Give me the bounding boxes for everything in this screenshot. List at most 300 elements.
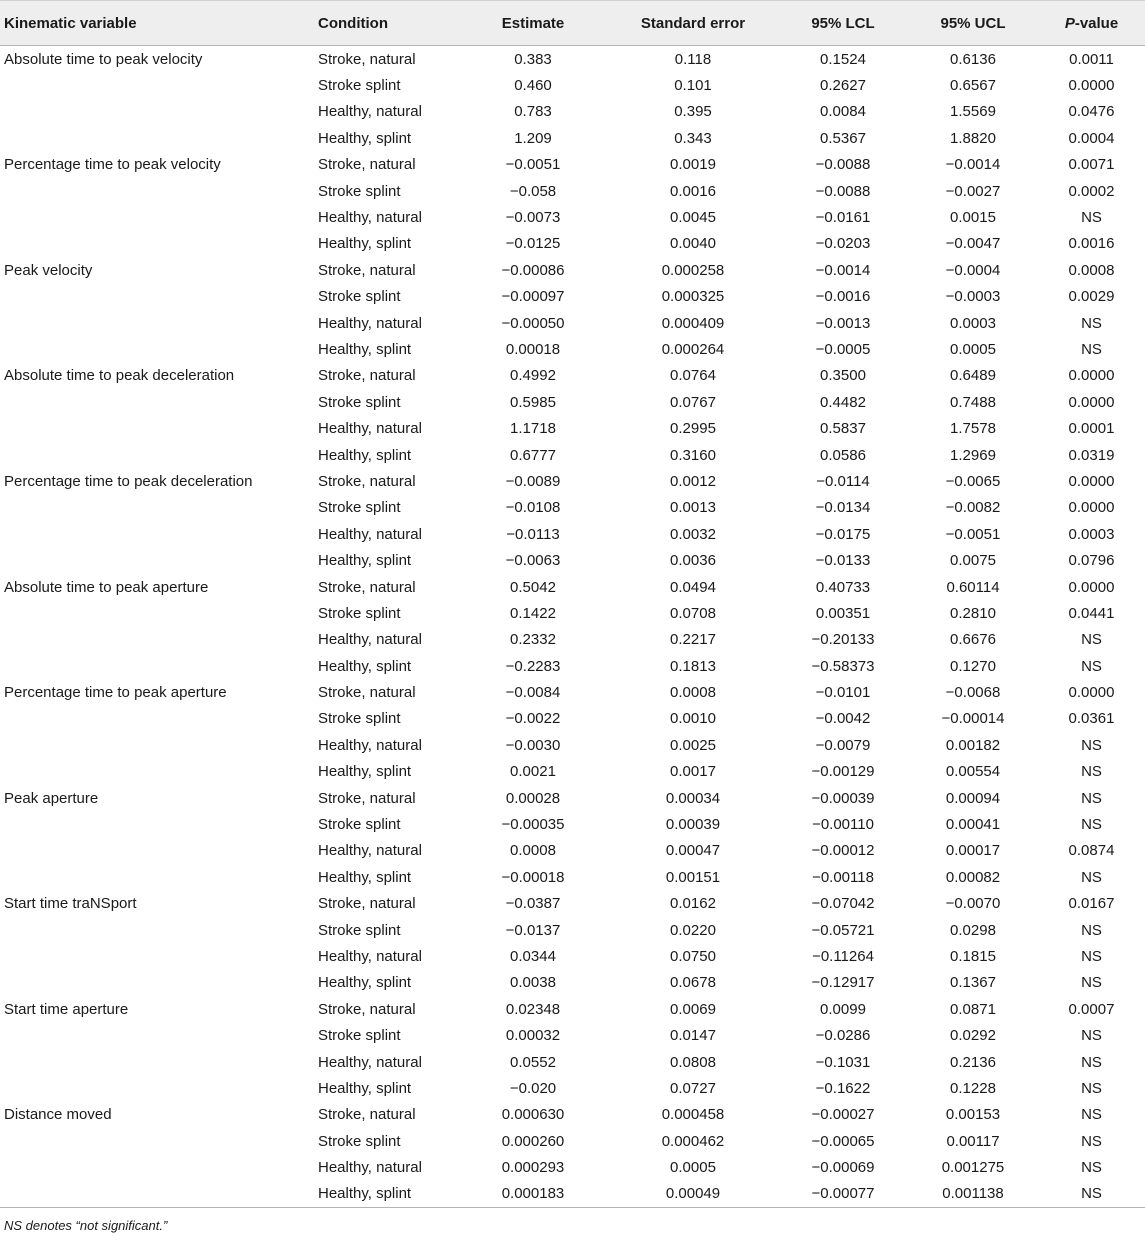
standard-error-cell: 0.0045 xyxy=(670,209,716,227)
kinematic-variable-cell xyxy=(0,72,318,98)
lcl-cell: −0.12917 xyxy=(811,974,875,992)
estimate-cell: −0.058 xyxy=(509,182,557,200)
p-value-cell: NS xyxy=(1081,1053,1102,1071)
kinematic-variable-cell: Absolute time to peak aperture xyxy=(4,578,209,596)
lcl-cell: −0.00039 xyxy=(811,789,875,807)
standard-error-cell: 0.00151 xyxy=(665,868,721,886)
estimate-cell: 0.5985 xyxy=(510,393,556,411)
kinematic-variable-cell: Distance moved xyxy=(4,1106,112,1124)
condition-cell: Healthy, splint xyxy=(318,1181,458,1208)
standard-error-cell: 0.000458 xyxy=(661,1106,725,1124)
lcl-cell: 0.5837 xyxy=(820,420,866,438)
table-row xyxy=(0,732,1145,758)
ucl-cell: 0.00153 xyxy=(945,1106,1001,1124)
ucl-cell: 0.2810 xyxy=(950,604,996,622)
lcl-cell: −0.0134 xyxy=(815,499,871,517)
standard-error-cell: 0.0767 xyxy=(670,393,716,411)
kinematic-variable-cell xyxy=(0,1128,318,1154)
table-row xyxy=(0,284,1145,310)
ucl-cell: −0.0014 xyxy=(945,156,1001,174)
estimate-cell: −0.0073 xyxy=(505,209,561,227)
table-row xyxy=(0,1181,1145,1208)
kinematic-variable-cell: Percentage time to peak aperture xyxy=(4,684,227,702)
header-p-value xyxy=(1038,1,1145,46)
condition-cell: Stroke, natural xyxy=(318,1106,416,1124)
p-value-cell: 0.0000 xyxy=(1068,367,1115,385)
ucl-cell: 0.6136 xyxy=(950,50,996,68)
kinematic-variable-cell xyxy=(0,495,318,521)
kinematic-variable-cell xyxy=(0,706,318,732)
header-p-value-suffix: -value xyxy=(1074,14,1119,32)
kinematic-variable-cell xyxy=(0,284,318,310)
table-row xyxy=(0,521,1145,547)
table-row xyxy=(0,811,1145,837)
estimate-cell: −0.0387 xyxy=(505,895,561,913)
kinematic-variable-cell xyxy=(0,178,318,204)
lcl-cell: −0.00069 xyxy=(811,1159,875,1177)
p-value-cell: NS xyxy=(1081,340,1102,358)
lcl-cell: −0.0016 xyxy=(815,288,871,306)
kinematic-variable-cell xyxy=(0,415,318,441)
kinematic-variable-cell: Percentage time to peak deceleration xyxy=(4,472,253,490)
kinematic-variable-cell xyxy=(0,1181,318,1208)
lcl-cell: 0.00351 xyxy=(815,604,871,622)
condition-cell: Stroke, natural xyxy=(318,261,416,279)
ucl-cell: 0.00041 xyxy=(945,816,1001,834)
lcl-cell: −0.00027 xyxy=(811,1106,875,1124)
table-row xyxy=(0,653,1145,679)
header-p-value-italic: P xyxy=(1064,14,1075,32)
estimate-cell: 0.0021 xyxy=(510,763,556,781)
lcl-cell: −0.0088 xyxy=(815,182,871,200)
condition-cell: Stroke, natural xyxy=(318,367,416,385)
table-row xyxy=(0,1128,1145,1154)
standard-error-cell: 0.0727 xyxy=(670,1079,716,1097)
table-row xyxy=(0,125,1145,151)
lcl-cell: −0.0005 xyxy=(815,340,871,358)
ucl-cell: 1.7578 xyxy=(950,420,996,438)
estimate-cell: −0.0089 xyxy=(505,472,561,490)
p-value-cell: 0.0007 xyxy=(1068,1000,1115,1018)
header-standard-error: Standard error xyxy=(608,1,778,46)
kinematic-variable-cell: Percentage time to peak velocity xyxy=(4,156,221,174)
condition-cell: Healthy, natural xyxy=(318,736,422,754)
lcl-cell: −0.0175 xyxy=(815,525,871,543)
kinematic-variable-cell xyxy=(0,336,318,362)
ucl-cell: 0.0075 xyxy=(950,552,996,570)
table-row xyxy=(0,363,1145,389)
table-row xyxy=(0,46,1145,73)
p-value-cell: NS xyxy=(1081,816,1102,834)
lcl-cell: −0.00012 xyxy=(811,842,875,860)
condition-cell: Stroke splint xyxy=(318,77,401,95)
p-value-cell: 0.0004 xyxy=(1068,129,1115,147)
standard-error-cell: 0.00034 xyxy=(665,789,721,807)
kinematic-variable-cell xyxy=(0,310,318,336)
table-row xyxy=(0,1102,1145,1128)
p-value-cell: NS xyxy=(1081,789,1102,807)
ucl-cell: 1.8820 xyxy=(950,129,996,147)
table-row xyxy=(0,891,1145,917)
estimate-cell: 0.783 xyxy=(514,103,552,121)
estimate-cell: 0.00032 xyxy=(505,1027,561,1045)
ucl-cell: 0.0003 xyxy=(950,314,996,332)
estimate-cell: 0.2332 xyxy=(510,631,556,649)
ucl-cell: 0.0005 xyxy=(950,340,996,358)
lcl-cell: −0.0042 xyxy=(815,710,871,728)
p-value-cell: 0.0001 xyxy=(1068,420,1115,438)
condition-cell: Stroke splint xyxy=(318,182,401,200)
condition-cell: Stroke splint xyxy=(318,921,401,939)
lcl-cell: 0.40733 xyxy=(815,578,871,596)
ucl-cell: 0.0292 xyxy=(950,1027,996,1045)
table-row xyxy=(0,442,1145,468)
p-value-cell: 0.0000 xyxy=(1068,472,1115,490)
condition-cell: Stroke splint xyxy=(318,816,401,834)
kinematic-variable-cell xyxy=(0,864,318,890)
standard-error-cell: 0.00039 xyxy=(665,816,721,834)
p-value-cell: NS xyxy=(1081,657,1102,675)
standard-error-cell: 0.0008 xyxy=(670,684,716,702)
estimate-cell: 0.0038 xyxy=(510,974,556,992)
ucl-cell: −0.0082 xyxy=(945,499,1001,517)
p-value-cell: 0.0874 xyxy=(1068,842,1115,860)
standard-error-cell: 0.0012 xyxy=(670,472,716,490)
estimate-cell: 0.0344 xyxy=(510,947,556,965)
standard-error-cell: 0.000264 xyxy=(661,340,725,358)
ucl-cell: 1.2969 xyxy=(950,446,996,464)
condition-cell: Stroke, natural xyxy=(318,684,416,702)
table-row xyxy=(0,336,1145,362)
estimate-cell: 1.1718 xyxy=(510,420,556,438)
estimate-cell: 0.4992 xyxy=(510,367,556,385)
ucl-cell: −0.0051 xyxy=(945,525,1001,543)
kinematic-variable-cell: Start time traNSport xyxy=(4,895,137,913)
standard-error-cell: 0.00047 xyxy=(665,842,721,860)
condition-cell: Healthy, splint xyxy=(318,129,412,147)
p-value-cell: 0.0008 xyxy=(1068,261,1115,279)
kinematic-variable-cell xyxy=(0,759,318,785)
header-kinematic-variable: Kinematic variable xyxy=(0,1,318,46)
table-row xyxy=(0,600,1145,626)
standard-error-cell: 0.1813 xyxy=(670,657,716,675)
header-condition: Condition xyxy=(318,1,458,46)
table-row xyxy=(0,231,1145,257)
table-row xyxy=(0,759,1145,785)
kinematic-variable-cell xyxy=(0,204,318,230)
condition-cell: Stroke, natural xyxy=(318,895,416,913)
lcl-cell: −0.00129 xyxy=(811,763,875,781)
estimate-cell: 0.460 xyxy=(514,77,552,95)
kinematic-variable-cell xyxy=(0,600,318,626)
standard-error-cell: 0.0069 xyxy=(670,1000,716,1018)
condition-cell: Stroke splint xyxy=(318,288,401,306)
standard-error-cell: 0.0005 xyxy=(670,1159,716,1177)
ucl-cell: 0.7488 xyxy=(950,393,996,411)
p-value-cell: 0.0000 xyxy=(1068,393,1115,411)
kinematic-variable-cell xyxy=(0,653,318,679)
lcl-cell: −0.0203 xyxy=(815,235,871,253)
lcl-cell: −0.58373 xyxy=(811,657,875,675)
kinematic-variable-cell xyxy=(0,1075,318,1101)
estimate-cell: 0.00028 xyxy=(505,789,561,807)
standard-error-cell: 0.0017 xyxy=(670,763,716,781)
condition-cell: Healthy, natural xyxy=(318,1053,422,1071)
p-value-cell: 0.0003 xyxy=(1068,525,1115,543)
table-row xyxy=(0,178,1145,204)
estimate-cell: −0.00086 xyxy=(501,261,565,279)
p-value-cell: 0.0029 xyxy=(1068,288,1115,306)
p-value-cell: NS xyxy=(1081,974,1102,992)
table-row xyxy=(0,495,1145,521)
condition-cell: Healthy, splint xyxy=(318,657,412,675)
ucl-cell: 0.6489 xyxy=(950,367,996,385)
table-row xyxy=(0,1049,1145,1075)
p-value-cell: NS xyxy=(1081,921,1102,939)
lcl-cell: −0.1622 xyxy=(815,1079,871,1097)
ucl-cell: 0.00082 xyxy=(945,868,1001,886)
table-row xyxy=(0,996,1145,1022)
standard-error-cell: 0.0013 xyxy=(670,499,716,517)
table-row xyxy=(0,1022,1145,1048)
ucl-cell: 0.1367 xyxy=(950,974,996,992)
condition-cell: Healthy, natural xyxy=(318,103,422,121)
ucl-cell: 1.5569 xyxy=(950,103,996,121)
table-row xyxy=(0,970,1145,996)
condition-cell: Healthy, splint xyxy=(318,235,412,253)
p-value-cell: NS xyxy=(1081,736,1102,754)
p-value-cell: 0.0002 xyxy=(1068,182,1115,200)
lcl-cell: −0.0133 xyxy=(815,552,871,570)
table-header xyxy=(0,1,1145,46)
estimate-cell: 0.6777 xyxy=(510,446,556,464)
header-row xyxy=(0,1,1145,46)
table-body xyxy=(0,46,1145,1208)
condition-cell: Healthy, splint xyxy=(318,340,412,358)
standard-error-cell: 0.0494 xyxy=(670,578,716,596)
ucl-cell: 0.00117 xyxy=(946,1132,1000,1150)
kinematic-variable-cell: Absolute time to peak deceleration xyxy=(4,367,235,385)
condition-cell: Healthy, natural xyxy=(318,631,422,649)
lcl-cell: −0.0088 xyxy=(815,156,871,174)
table-row xyxy=(0,679,1145,705)
standard-error-cell: 0.0025 xyxy=(670,736,716,754)
condition-cell: Healthy, natural xyxy=(318,947,422,965)
lcl-cell: −0.0013 xyxy=(815,314,871,332)
standard-error-cell: 0.0016 xyxy=(670,182,716,200)
condition-cell: Healthy, splint xyxy=(318,763,412,781)
condition-cell: Healthy, splint xyxy=(318,1079,412,1097)
p-value-cell: NS xyxy=(1081,209,1102,227)
estimate-cell: −0.00035 xyxy=(501,816,565,834)
lcl-cell: −0.0114 xyxy=(816,472,870,490)
condition-cell: Healthy, natural xyxy=(318,525,422,543)
table-row xyxy=(0,310,1145,336)
lcl-cell: −0.00110 xyxy=(812,816,874,834)
lcl-cell: −0.00065 xyxy=(811,1132,875,1150)
ucl-cell: −0.00014 xyxy=(941,710,1005,728)
standard-error-cell: 0.000258 xyxy=(661,261,725,279)
lcl-cell: 0.4482 xyxy=(820,393,866,411)
p-value-cell: 0.0016 xyxy=(1068,235,1115,253)
table-row xyxy=(0,574,1145,600)
condition-cell: Stroke splint xyxy=(318,499,401,517)
kinematic-variable-cell xyxy=(0,1022,318,1048)
lcl-cell: 0.0084 xyxy=(820,103,866,121)
table-row xyxy=(0,415,1145,441)
p-value-cell: NS xyxy=(1038,1181,1145,1208)
ucl-cell: 0.6567 xyxy=(950,77,996,95)
ucl-cell: 0.6676 xyxy=(950,631,996,649)
ucl-cell: 0.0298 xyxy=(950,921,996,939)
estimate-cell: −0.0084 xyxy=(505,684,561,702)
estimate-cell: 0.000630 xyxy=(501,1106,565,1124)
estimate-cell: −0.0022 xyxy=(505,710,561,728)
estimate-cell: −0.0113 xyxy=(506,525,560,543)
estimate-cell: 0.02348 xyxy=(505,1000,561,1018)
lcl-cell: 0.1524 xyxy=(820,50,866,68)
p-value-cell: 0.0319 xyxy=(1068,446,1115,464)
condition-cell: Stroke splint xyxy=(318,710,401,728)
condition-cell: Stroke splint xyxy=(318,1027,401,1045)
p-value-cell: 0.0071 xyxy=(1068,156,1115,174)
standard-error-cell: 0.0162 xyxy=(670,895,716,913)
header-lcl: 95% LCL xyxy=(778,1,908,46)
p-value-cell: 0.0011 xyxy=(1069,50,1114,68)
table-row xyxy=(0,204,1145,230)
lcl-cell: 0.2627 xyxy=(820,77,866,95)
lcl-cell: −0.05721 xyxy=(811,921,875,939)
p-value-cell: 0.0000 xyxy=(1068,578,1115,596)
condition-cell: Healthy, natural xyxy=(318,842,422,860)
table-row xyxy=(0,389,1145,415)
table-row xyxy=(0,257,1145,283)
table-row xyxy=(0,864,1145,890)
ucl-cell: 0.1815 xyxy=(950,947,996,965)
ucl-cell: 0.2136 xyxy=(950,1053,996,1071)
lcl-cell: −0.00118 xyxy=(812,868,874,886)
kinematic-variable-cell xyxy=(0,811,318,837)
estimate-cell: −0.0137 xyxy=(505,921,561,939)
ucl-cell: 0.00554 xyxy=(945,763,1001,781)
kinematic-variable-cell xyxy=(0,389,318,415)
kinematic-variable-cell: Absolute time to peak velocity xyxy=(4,50,203,68)
p-value-cell: 0.0476 xyxy=(1068,103,1115,121)
estimate-cell: 0.000183 xyxy=(458,1181,608,1208)
lcl-cell: 0.0586 xyxy=(820,446,866,464)
standard-error-cell: 0.0010 xyxy=(670,710,716,728)
standard-error-cell: 0.0708 xyxy=(670,604,716,622)
ucl-cell: −0.0027 xyxy=(945,182,1001,200)
ucl-cell: 0.00094 xyxy=(945,789,1001,807)
estimate-cell: −0.0125 xyxy=(505,235,561,253)
lcl-cell: −0.20133 xyxy=(811,631,875,649)
kinematic-variable-cell: Start time aperture xyxy=(4,1000,129,1018)
ucl-cell: 0.1228 xyxy=(950,1079,996,1097)
ucl-cell: 0.60114 xyxy=(946,578,1000,596)
lcl-cell: −0.0286 xyxy=(815,1027,871,1045)
ucl-cell: 0.00017 xyxy=(945,842,1001,860)
ucl-cell: −0.0065 xyxy=(945,472,1001,490)
table-footnote: NS denotes “not significant.” xyxy=(4,1218,168,1234)
ucl-cell: 0.001138 xyxy=(908,1181,1038,1208)
standard-error-cell: 0.00049 xyxy=(608,1181,778,1208)
table-row xyxy=(0,706,1145,732)
estimate-cell: 0.00018 xyxy=(505,340,561,358)
p-value-cell: 0.0000 xyxy=(1068,77,1115,95)
kinematic-variable-cell xyxy=(0,231,318,257)
condition-cell: Stroke splint xyxy=(318,604,401,622)
standard-error-cell: 0.0147 xyxy=(670,1027,716,1045)
lcl-cell: −0.11264 xyxy=(812,947,874,965)
standard-error-cell: 0.2217 xyxy=(670,631,716,649)
standard-error-cell: 0.101 xyxy=(674,77,712,95)
standard-error-cell: 0.395 xyxy=(674,103,712,121)
estimate-cell: −0.0051 xyxy=(505,156,561,174)
p-value-cell: NS xyxy=(1081,868,1102,886)
condition-cell: Stroke, natural xyxy=(318,472,416,490)
ucl-cell: −0.0004 xyxy=(945,261,1001,279)
condition-cell: Healthy, splint xyxy=(318,446,412,464)
p-value-cell: 0.0000 xyxy=(1068,499,1115,517)
standard-error-cell: 0.000325 xyxy=(661,288,725,306)
p-value-cell: NS xyxy=(1081,1106,1102,1124)
ucl-cell: 0.1270 xyxy=(950,657,996,675)
table-row xyxy=(0,152,1145,178)
condition-cell: Stroke splint xyxy=(318,1132,401,1150)
table-row xyxy=(0,785,1145,811)
table-row xyxy=(0,99,1145,125)
kinematic-variable-cell: Peak aperture xyxy=(4,789,99,807)
kinematic-variable-cell xyxy=(0,838,318,864)
lcl-cell: −0.1031 xyxy=(815,1053,871,1071)
estimate-cell: 0.000260 xyxy=(501,1132,565,1150)
kinematic-variable-cell xyxy=(0,627,318,653)
p-value-cell: NS xyxy=(1081,1159,1102,1177)
condition-cell: Healthy, natural xyxy=(318,209,422,227)
table-row xyxy=(0,838,1145,864)
standard-error-cell: 0.0808 xyxy=(670,1053,716,1071)
kinematic-variable-cell xyxy=(0,442,318,468)
standard-error-cell: 0.0764 xyxy=(670,367,716,385)
lcl-cell: −0.00077 xyxy=(778,1181,908,1208)
table-row xyxy=(0,547,1145,573)
estimate-cell: 0.5042 xyxy=(510,578,556,596)
ucl-cell: −0.0003 xyxy=(945,288,1001,306)
header-estimate: Estimate xyxy=(458,1,608,46)
lcl-cell: −0.0079 xyxy=(815,736,871,754)
ucl-cell: 0.001275 xyxy=(941,1159,1005,1177)
condition-cell: Stroke, natural xyxy=(318,1000,416,1018)
standard-error-cell: 0.0750 xyxy=(670,947,716,965)
estimate-cell: 0.383 xyxy=(514,50,552,68)
estimate-cell: −0.0108 xyxy=(505,499,561,517)
standard-error-cell: 0.2995 xyxy=(670,420,716,438)
table-row xyxy=(0,943,1145,969)
ucl-cell: −0.0047 xyxy=(945,235,1001,253)
p-value-cell: NS xyxy=(1081,1079,1102,1097)
table-row xyxy=(0,917,1145,943)
p-value-cell: NS xyxy=(1081,1132,1102,1150)
kinematic-variable-cell xyxy=(0,917,318,943)
kinematic-variable-cell xyxy=(0,521,318,547)
p-value-cell: 0.0361 xyxy=(1068,710,1115,728)
condition-cell: Stroke, natural xyxy=(318,789,416,807)
kinematic-variable-cell xyxy=(0,547,318,573)
ucl-cell: −0.0068 xyxy=(945,684,1001,702)
standard-error-cell: 0.118 xyxy=(674,50,712,68)
kinematic-variable-cell xyxy=(0,125,318,151)
